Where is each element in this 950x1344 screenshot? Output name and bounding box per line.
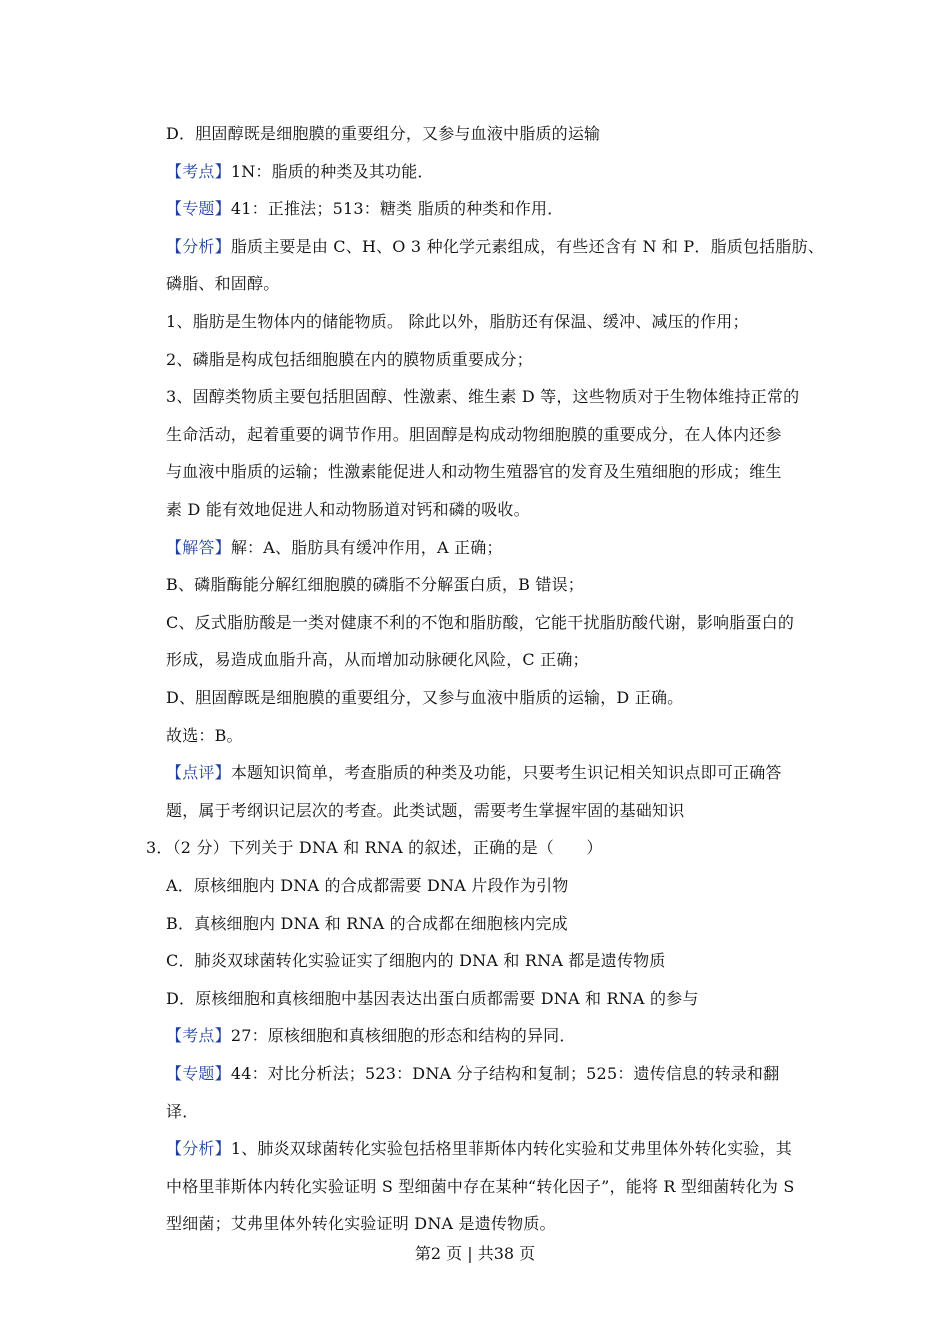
- section-tag: 【分析】: [166, 1139, 231, 1158]
- line-text: 1、肺炎双球菌转化实验包括格里菲斯体内转化实验和艾弗里体外转化实验，其: [230, 1139, 792, 1158]
- text-line: [166, 425, 810, 445]
- line-text: 中格里菲斯体内转化实验证明 S 型细菌中存在某种“转化因子”，能将 R 型细菌转化为 S: [166, 1177, 795, 1196]
- section-tag: 【专题】: [166, 199, 231, 218]
- text-line: [166, 237, 824, 257]
- section-tag: 【考点】: [166, 162, 231, 181]
- line-text: 题，属于考纲识记层次的考查。此类试题，需要考生掌握牢固的基础知识: [166, 801, 685, 820]
- text-line: [166, 274, 810, 294]
- text-line: [166, 688, 810, 708]
- section-tag: 【专题】: [166, 1064, 231, 1083]
- page-footer: 第2 页 | 共38 页: [414, 1244, 536, 1263]
- text-line: [166, 1064, 810, 1084]
- line-text: 译．: [166, 1102, 199, 1121]
- line-text: B、磷脂酶能分解红细胞膜的磷脂不分解蛋白质，B 错误；: [166, 575, 585, 594]
- line-text: B．真核细胞内 DNA 和 RNA 的合成都在细胞核内完成: [166, 914, 568, 933]
- text-line: [166, 387, 810, 407]
- line-text: 3．（2 分）下列关于 DNA 和 RNA 的叙述，正确的是（ ）: [146, 838, 603, 857]
- line-text: 41：正推法；513：糖类 脂质的种类和作用．: [230, 199, 564, 218]
- text-line: [166, 538, 810, 558]
- text-line: [166, 1177, 810, 1197]
- line-text: 脂质主要是由 C、H、O 3 种化学元素组成，有些还含有 N 和 P．脂质包括脂肪、: [230, 237, 824, 256]
- text-line: [166, 989, 810, 1009]
- line-text: 故选：B。: [166, 726, 243, 745]
- text-line: [166, 124, 810, 144]
- text-line: [166, 1026, 810, 1046]
- text-line: [166, 876, 810, 896]
- line-text: 生命活动，起着重要的调节作用。胆固醇是构成动物细胞膜的重要成分，在人体内还参: [166, 425, 782, 444]
- text-line: [166, 500, 810, 520]
- line-text: 3、固醇类物质主要包括胆固醇、性激素、维生素 D 等，这些物质对于生物体维持正常的: [166, 387, 800, 406]
- text-line: [166, 575, 810, 595]
- text-line: [166, 1214, 810, 1234]
- text-line: [166, 199, 810, 219]
- section-tag: 【点评】: [166, 763, 231, 782]
- text-line: [166, 951, 810, 971]
- line-text: 磷脂、和固醇。: [166, 274, 280, 293]
- text-line: [166, 162, 810, 182]
- text-line: [166, 1102, 810, 1122]
- line-text: 1、脂肪是生物体内的储能物质。 除此以外，脂肪还有保温、缓冲、减压的作用；: [166, 312, 749, 331]
- line-text: C、反式脂肪酸是一类对健康不利的不饱和脂肪酸，它能干扰脂肪酸代谢，影响脂蛋白的: [166, 613, 795, 632]
- line-text: D、胆固醇既是细胞膜的重要组分，又参与血液中脂质的运输，D 正确。: [166, 688, 684, 707]
- text-line: [166, 914, 810, 934]
- text-line: [166, 726, 810, 746]
- section-tag: 【分析】: [166, 237, 231, 256]
- line-text: D．原核细胞和真核细胞中基因表达出蛋白质都需要 DNA 和 RNA 的参与: [166, 989, 699, 1008]
- text-line: [146, 838, 810, 858]
- text-line: [166, 801, 810, 821]
- line-text: 27：原核细胞和真核细胞的形态和结构的异同．: [230, 1026, 576, 1045]
- line-text: 素 D 能有效地促进人和动物肠道对钙和磷的吸收。: [166, 500, 530, 519]
- line-text: 形成，易造成血脂升高，从而增加动脉硬化风险，C 正确；: [166, 650, 589, 669]
- text-line: [166, 613, 810, 633]
- line-text: 型细菌；艾弗里体外转化实验证明 DNA 是遗传物质。: [166, 1214, 556, 1233]
- line-text: C．肺炎双球菌转化实验证实了细胞内的 DNA 和 RNA 都是遗传物质: [166, 951, 666, 970]
- line-text: D．胆固醇既是细胞膜的重要组分，又参与血液中脂质的运输: [166, 124, 601, 143]
- section-tag: 【解答】: [166, 538, 231, 557]
- line-text: 与血液中脂质的运输；性激素能促进人和动物生殖器官的发育及生殖细胞的形成；维生: [166, 462, 782, 481]
- line-text: 2、磷脂是构成包括细胞膜在内的膜物质重要成分；: [166, 350, 533, 369]
- line-text: 解：A、脂肪具有缓冲作用，A 正确；: [230, 538, 503, 557]
- text-line: [166, 462, 810, 482]
- line-text: A．原核细胞内 DNA 的合成都需要 DNA 片段作为引物: [166, 876, 569, 895]
- text-line: [166, 1139, 810, 1159]
- section-tag: 【考点】: [166, 1026, 231, 1045]
- line-text: 44：对比分析法；523：DNA 分子结构和复制；525：遗传信息的转录和翻: [230, 1064, 780, 1083]
- text-line: [166, 312, 810, 332]
- line-text: 本题知识简单，考查脂质的种类及功能，只要考生识记相关知识点即可正确答: [230, 763, 782, 782]
- text-line: [166, 763, 810, 783]
- text-line: [166, 650, 810, 670]
- line-text: 1N：脂质的种类及其功能．: [230, 162, 434, 181]
- text-line: [166, 350, 810, 370]
